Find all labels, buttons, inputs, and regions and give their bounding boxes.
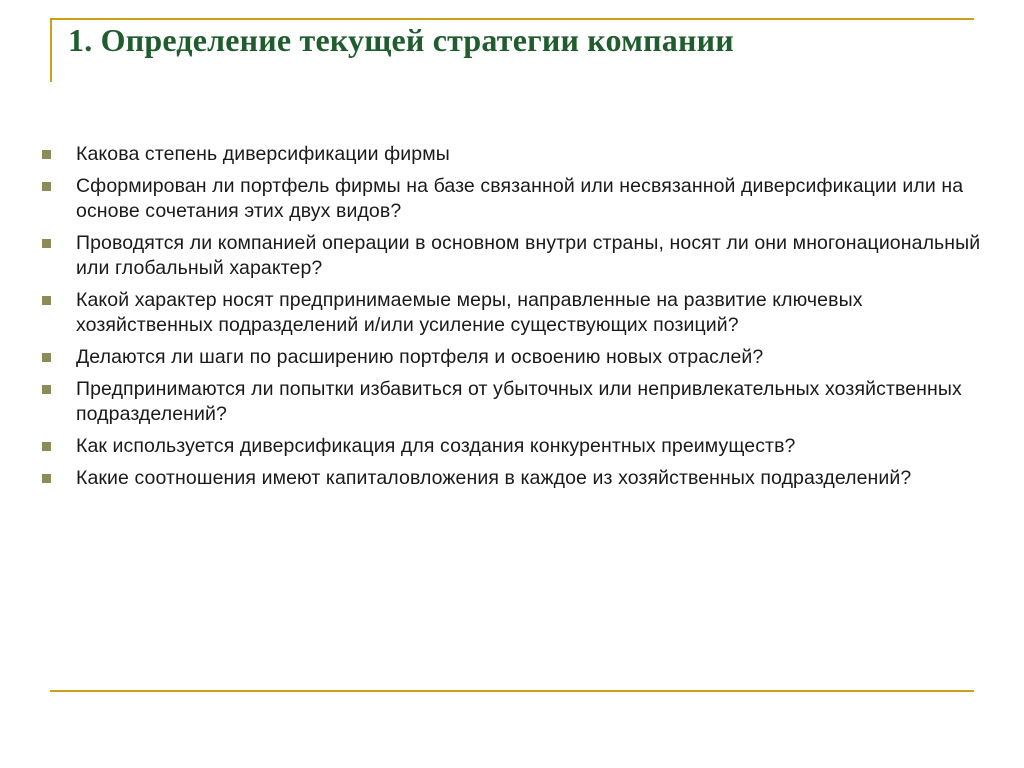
list-item xyxy=(36,345,986,370)
list-item xyxy=(36,466,986,491)
square-bullet-icon xyxy=(42,296,51,305)
square-bullet-icon xyxy=(42,474,51,483)
list-item-text: Предпринимаются ли попытки избавиться от убыточных или непривлекательных хозяйственных подразделений? xyxy=(76,378,962,425)
list-item-text: Сформирован ли портфель фирмы на базе связанной или несвязанной диверсификации или на основе сочетания этих двух видов? xyxy=(76,175,964,222)
square-bullet-icon xyxy=(42,353,51,362)
square-bullet-icon xyxy=(42,182,51,191)
list-item-text: Проводятся ли компанией операции в основном внутри страны, носят ли они многонациональный или глобальный характер? xyxy=(76,232,981,279)
square-bullet-icon xyxy=(42,442,51,451)
list-item xyxy=(36,142,986,167)
content-body xyxy=(36,142,986,498)
list-item-text: Какой характер носят предпринимаемые меры, направленные на развитие ключевых хозяйственных подразделений и/или усиление существующих позиций? xyxy=(76,289,863,336)
page-title: 1. Определение текущей стратегии компании xyxy=(68,22,734,58)
square-bullet-icon xyxy=(42,239,51,248)
square-bullet-icon xyxy=(42,385,51,394)
title-top-rule xyxy=(50,18,974,20)
square-bullet-icon xyxy=(42,150,51,159)
list-item-text: Какова степень диверсификации фирмы xyxy=(76,143,450,165)
list-item-text: Какие соотношения имеют капиталовложения в каждое из хозяйственных подразделений? xyxy=(76,467,912,489)
list-item-text: Как используется диверсификация для создания конкурентных преимуществ? xyxy=(76,435,796,457)
list-item-text: Делаются ли шаги по расширению портфеля и освоению новых отраслей? xyxy=(76,346,764,368)
title-left-rule xyxy=(50,18,52,82)
list-item xyxy=(36,288,986,338)
bullet-list xyxy=(36,142,986,491)
list-item xyxy=(36,231,986,281)
list-item xyxy=(36,434,986,459)
title-block xyxy=(50,18,974,82)
list-item xyxy=(36,377,986,427)
footer-rule xyxy=(50,690,974,692)
list-item xyxy=(36,174,986,224)
